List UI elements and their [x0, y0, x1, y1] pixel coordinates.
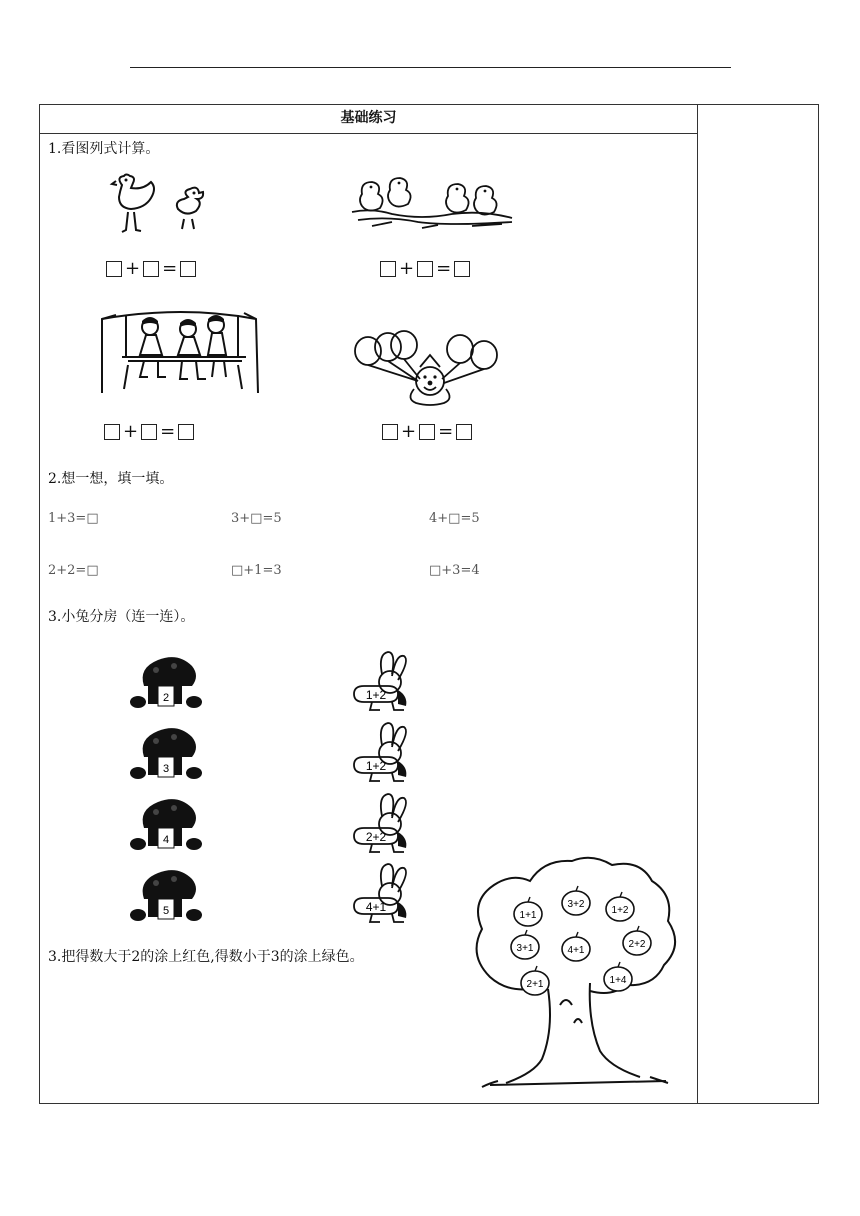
equals-sign: =	[438, 421, 454, 442]
header-rule	[130, 67, 731, 68]
house-icon[interactable]	[130, 798, 202, 852]
rabbit-icon[interactable]	[352, 862, 414, 924]
fill-blank-item[interactable]: □+1=3	[231, 563, 282, 578]
children-on-swing-icon	[98, 305, 268, 395]
plus-sign: +	[123, 421, 139, 442]
apple-label: 3+2	[567, 899, 585, 910]
rabbit-icon[interactable]	[352, 650, 414, 712]
q2-heading: 2.想一想，填一填。	[48, 471, 174, 487]
answer-box[interactable]	[141, 424, 157, 440]
equation-blank-1	[106, 260, 196, 278]
answer-box[interactable]	[456, 424, 472, 440]
equation-blank-3	[104, 423, 194, 441]
q3-heading: 3.小兔分房（连一连）。	[48, 609, 195, 625]
apple-icon[interactable]	[521, 966, 549, 995]
answer-box[interactable]	[454, 261, 470, 277]
chicks-on-grass-icon	[352, 172, 518, 234]
answer-box[interactable]	[104, 424, 120, 440]
house-number: 4	[162, 834, 170, 846]
answer-box[interactable]	[382, 424, 398, 440]
answer-box[interactable]	[106, 261, 122, 277]
answer-box[interactable]	[178, 424, 194, 440]
q4-heading: 3.把得数大于2的涂上红色,得数小于3的涂上绿色。	[48, 949, 364, 965]
house-icon[interactable]	[130, 869, 202, 923]
equals-sign: =	[160, 421, 176, 442]
answer-box[interactable]	[143, 261, 159, 277]
plus-sign: +	[399, 258, 415, 279]
answer-box[interactable]	[180, 261, 196, 277]
apple-icon[interactable]	[514, 897, 542, 926]
rabbit-sign-label: 2+2	[365, 830, 387, 844]
rabbit-icon[interactable]	[352, 792, 414, 854]
apple-label: 1+1	[519, 910, 537, 921]
clown-with-balloons-icon	[352, 327, 502, 405]
plus-sign: +	[125, 258, 141, 279]
fill-blank-item[interactable]: 4+□=5	[429, 511, 480, 526]
apple-label: 1+2	[611, 905, 629, 916]
house-number: 2	[162, 692, 170, 704]
answer-box[interactable]	[417, 261, 433, 277]
rabbit-sign-label: 1+2	[365, 688, 387, 702]
apple-icon[interactable]	[562, 886, 590, 915]
rabbit-icon[interactable]	[352, 721, 414, 783]
fill-blank-item[interactable]: □+3=4	[429, 563, 480, 578]
apple-icon[interactable]	[511, 930, 539, 959]
equation-blank-2	[380, 260, 470, 278]
apple-label: 2+1	[526, 979, 544, 990]
house-number: 5	[162, 905, 170, 917]
rooster-and-chick-icon	[108, 175, 223, 237]
equation-blank-4	[382, 423, 472, 441]
rabbit-sign-label: 1+2	[365, 759, 387, 773]
apple-tree-icon	[470, 855, 690, 1090]
fill-blank-item[interactable]: 1+3=□	[48, 511, 99, 526]
house-number: 3	[162, 763, 170, 775]
section-title: 基础练习	[40, 105, 697, 134]
fill-blank-item[interactable]: 3+□=5	[231, 511, 282, 526]
apple-label: 2+2	[628, 939, 646, 950]
equals-sign: =	[162, 258, 178, 279]
house-icon[interactable]	[130, 727, 202, 781]
answer-box[interactable]	[380, 261, 396, 277]
apple-icon[interactable]	[606, 892, 634, 921]
fill-blank-item[interactable]: 2+2=□	[48, 563, 99, 578]
apple-icon[interactable]	[604, 962, 632, 991]
apple-icon[interactable]	[623, 926, 651, 955]
answer-box[interactable]	[419, 424, 435, 440]
q1-heading: 1.看图列式计算。	[48, 141, 160, 157]
plus-sign: +	[401, 421, 417, 442]
apple-icon[interactable]	[562, 932, 590, 961]
equals-sign: =	[436, 258, 452, 279]
rabbit-sign-label: 4+1	[365, 900, 387, 914]
house-icon[interactable]	[130, 656, 202, 710]
apple-label: 4+1	[567, 945, 585, 956]
apple-label: 1+4	[609, 975, 627, 986]
apple-label: 3+1	[516, 943, 534, 954]
